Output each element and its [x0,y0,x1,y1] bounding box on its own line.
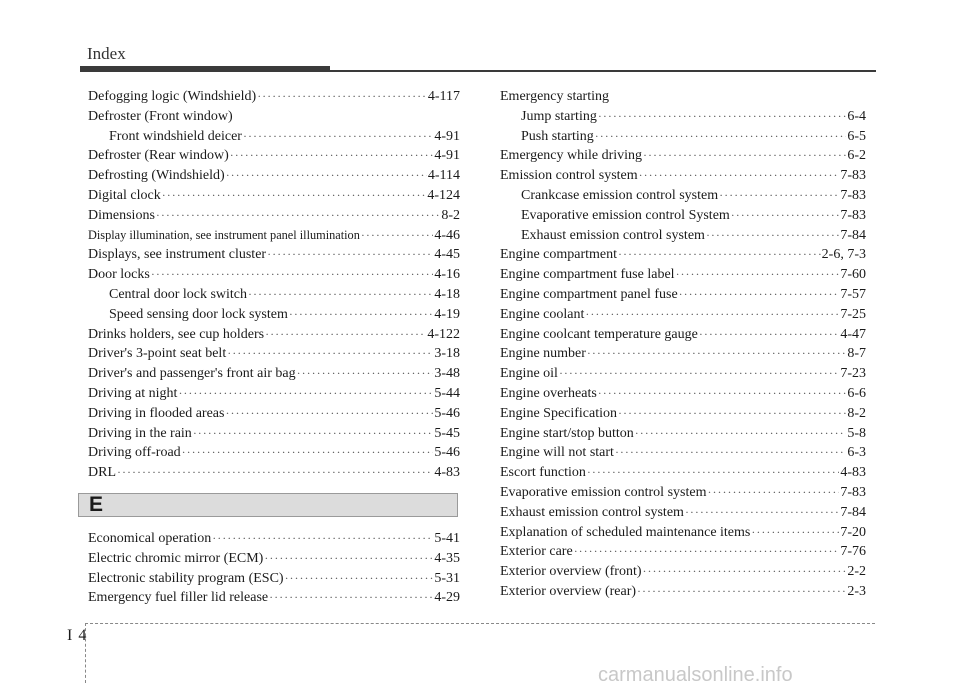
dot-leader [587,344,846,364]
index-entry [500,206,866,226]
entry-page-ref: 7-83 [840,187,866,203]
entry-label: DRL [88,465,116,481]
index-entry [88,344,460,364]
index-entry [500,166,866,186]
entry-label: Jump starting [521,108,597,124]
dot-leader [248,285,433,305]
entry-page-ref: 7-83 [840,207,866,223]
entry-page-ref: 6-4 [847,108,866,124]
dot-leader [257,87,427,107]
index-entry [88,206,460,226]
dot-leader [285,569,434,589]
index-entry [88,384,460,404]
entry-page-ref: 7-20 [840,524,866,540]
dot-leader [559,364,839,384]
entry-page-ref: 5-46 [434,405,460,421]
dot-leader [243,127,433,147]
entry-label: Exterior overview (front) [500,564,642,580]
index-entry [88,265,460,285]
entry-label: Central door lock switch [109,286,248,302]
entry-label: Emergency fuel filler lid release [88,590,269,606]
entry-label: Digital clock [88,187,161,203]
entry-page-ref: 4-46 [434,227,460,243]
entry-label: Engine will not start [500,445,614,461]
dot-leader [643,146,846,166]
entry-label: Exhaust emission control system [500,504,684,520]
dot-leader [225,404,433,424]
index-entry [500,107,866,127]
entry-page-ref: 4-16 [434,267,460,283]
dot-leader [269,588,433,608]
entry-page-ref: 8-2 [441,207,460,223]
entry-label: Emergency while driving [500,148,643,164]
dot-leader [156,206,440,226]
entry-page-ref: 4-91 [434,148,460,164]
index-entry [500,146,866,166]
index-entry [88,325,460,345]
dot-leader [265,325,426,345]
entry-page-ref: 5-41 [434,530,460,546]
entry-page-ref: 4-29 [434,590,460,606]
header-rule-thick [80,66,330,72]
entry-page-ref: 8-7 [847,346,866,362]
entry-page-ref: 4-45 [434,247,460,263]
entry-page-ref: 4-83 [434,465,460,481]
entry-label: Engine Specification [500,405,618,421]
entry-label: Exterior overview (rear) [500,583,637,599]
index-entry [500,265,866,285]
page-title: Index [87,44,126,63]
index-entry [500,503,866,523]
dot-leader [117,463,433,483]
dot-leader [731,206,840,226]
dot-leader [635,424,847,444]
index-entry [500,443,866,463]
entry-label: Driving at night [88,385,178,401]
entry-page-ref: 7-60 [840,267,866,283]
entry-label: Drinks holders, see cup holders [88,326,265,342]
entry-page-ref: 7-84 [840,227,866,243]
index-entry [500,364,866,384]
index-entry [88,226,460,246]
index-entry [88,146,460,166]
dot-leader [212,529,433,549]
index-entry [500,582,866,602]
index-list-e-continued [500,87,866,602]
entry-label: Front windshield deicer [109,128,242,144]
entry-label: Emergency starting [500,89,609,104]
dot-leader [264,549,433,569]
entry-label: Crankcase emission control system [521,187,719,203]
dot-leader [297,364,434,384]
entry-page-ref: 4-35 [434,550,460,566]
index-entry [88,107,460,127]
entry-page-ref: 5-44 [434,385,460,401]
entry-page-ref: 4-91 [434,128,460,144]
entry-page-ref: 4-19 [434,306,460,322]
entry-page-ref: 7-84 [840,504,866,520]
entry-page-ref: 2-2 [847,564,866,580]
dot-leader [598,107,846,127]
index-entry [88,588,460,608]
index-entry [88,424,460,444]
index-entry [500,186,866,206]
entry-label: Emission control system [500,168,638,184]
index-entry [88,186,460,206]
entry-label: Evaporative emission control system [500,484,707,500]
index-entry [500,404,866,424]
dot-leader [639,166,840,186]
dot-leader [595,127,847,147]
index-entry [500,245,866,265]
index-entry [88,569,460,589]
index-entry [500,325,866,345]
page-num: 4 [78,627,93,644]
dot-leader [719,186,839,206]
dot-leader [618,245,821,265]
index-entry [88,285,460,305]
entry-page-ref: 2-3 [847,583,866,599]
section-header-e [78,493,458,517]
entry-label: Engine coolant [500,306,585,322]
section-letter: E [89,492,104,516]
dot-leader [699,325,839,345]
entry-label: Engine start/stop button [500,425,634,441]
dot-leader [751,523,839,543]
entry-page-ref: 5-8 [847,425,866,441]
entry-label: Engine overheats [500,385,597,401]
index-entry [88,166,460,186]
entry-label: Engine number [500,346,586,362]
entry-label: Driving in flooded areas [88,405,225,421]
entry-label: Speed sensing door lock system [109,306,288,322]
entry-label: Electronic stability program (ESC) [88,570,284,586]
index-entry [88,245,460,265]
index-list-e [88,529,460,608]
index-entry [500,127,866,147]
entry-page-ref: 5-45 [434,425,460,441]
entry-label: Exhaust emission control system [521,227,705,243]
index-column-right [500,87,866,602]
entry-page-ref: 5-31 [434,570,460,586]
index-entry [88,305,460,325]
entry-label: Display illumination, see instrument panel illumination [88,227,360,242]
entry-page-ref: 5-46 [434,445,460,461]
entry-label: Engine compartment [500,247,618,263]
entry-label: Evaporative emission control System [521,207,730,223]
entry-label: Defrosting (Windshield) [88,168,225,184]
dot-leader [637,582,846,602]
dot-leader [162,186,427,206]
dot-leader [598,384,847,404]
footer-rule [85,623,875,624]
entry-page-ref: 7-25 [840,306,866,322]
entry-page-ref: 2-6, 7-3 [821,247,866,263]
entry-page-ref: 7-23 [840,366,866,382]
entry-label: Engine oil [500,366,558,382]
dot-leader [193,424,434,444]
entry-page-ref: 4-83 [840,465,866,481]
index-entry [88,549,460,569]
dot-leader [267,245,433,265]
dot-leader [706,226,839,246]
dot-leader [679,285,840,305]
index-entry [88,127,460,147]
entry-label: Driver's and passenger's front air bag [88,366,296,382]
index-entry [500,226,866,246]
entry-label: Engine coolcant temperature gauge [500,326,698,342]
index-entry [500,483,866,503]
index-entry [88,404,460,424]
page-section: I [67,627,79,644]
entry-label: Defogging logic (Windshield) [88,89,257,104]
index-entry [88,443,460,463]
entry-page-ref: 7-57 [840,286,866,302]
entry-label: Engine compartment panel fuse [500,286,678,302]
index-list-d [88,87,460,483]
index-entry [500,305,866,325]
index-entry [500,344,866,364]
entry-page-ref: 4-18 [434,286,460,302]
entry-label: Door locks [88,267,150,283]
entry-label: Engine compartment fuse label [500,267,675,283]
entry-label: Driving off-road [88,445,181,461]
page-number [67,627,92,645]
dot-leader [178,384,433,404]
dot-leader [585,305,839,325]
header-rule-thin [330,70,876,72]
dot-leader [587,463,839,483]
entry-page-ref: 6-5 [847,128,866,144]
entry-page-ref: 4-47 [840,326,866,342]
dot-leader [289,305,433,325]
entry-label: Escort function [500,465,586,481]
entry-page-ref: 6-6 [847,385,866,401]
index-entry [500,562,866,582]
entry-page-ref: 7-83 [840,168,866,184]
index-entry [88,87,460,107]
entry-label: Explanation of scheduled maintenance items [500,524,751,540]
index-entry [500,542,866,562]
entry-label: Driving in the rain [88,425,192,441]
dot-leader [151,265,434,285]
entry-label: Displays, see instrument cluster [88,247,267,263]
entry-page-ref: 7-76 [840,544,866,560]
dot-leader [676,265,840,285]
dot-leader [227,344,433,364]
dot-leader [574,542,840,562]
index-entry [500,424,866,444]
entry-page-ref: 4-122 [427,326,460,342]
index-entry [88,463,460,483]
index-entry [500,523,866,543]
entry-page-ref: 3-48 [434,366,460,382]
index-entry [88,529,460,549]
entry-label: Driver's 3-point seat belt [88,346,227,362]
entry-page-ref: 3-18 [434,346,460,362]
dot-leader [685,503,839,523]
index-entry [500,285,866,305]
dot-leader [230,146,434,166]
entry-page-ref: 7-83 [840,484,866,500]
dot-leader [361,226,433,246]
dot-leader [182,443,434,463]
entry-label: Dimensions [88,207,155,223]
dot-leader [707,483,839,503]
entry-label: Defroster (Front window) [88,108,233,124]
entry-page-ref: 6-2 [847,148,866,164]
entry-label: Economical operation [88,530,212,546]
index-entry [500,384,866,404]
index-entry [500,87,866,107]
entry-label: Electric chromic mirror (ECM) [88,550,264,566]
entry-label: Exterior care [500,544,573,560]
entry-page-ref: 6-3 [847,445,866,461]
dot-leader [615,443,846,463]
entry-page-ref: 4-114 [427,168,460,184]
index-column-left [88,87,460,608]
dot-leader [618,404,846,424]
index-entry [88,364,460,384]
dot-leader [226,166,427,186]
entry-page-ref: 4-124 [427,187,460,203]
entry-page-ref: 4-117 [427,89,460,104]
entry-label: Push starting [521,128,594,144]
entry-label: Defroster (Rear window) [88,148,229,164]
watermark: carmanualsonline.info [598,664,793,686]
index-entry [500,463,866,483]
entry-page-ref: 8-2 [847,405,866,421]
dot-leader [643,562,847,582]
